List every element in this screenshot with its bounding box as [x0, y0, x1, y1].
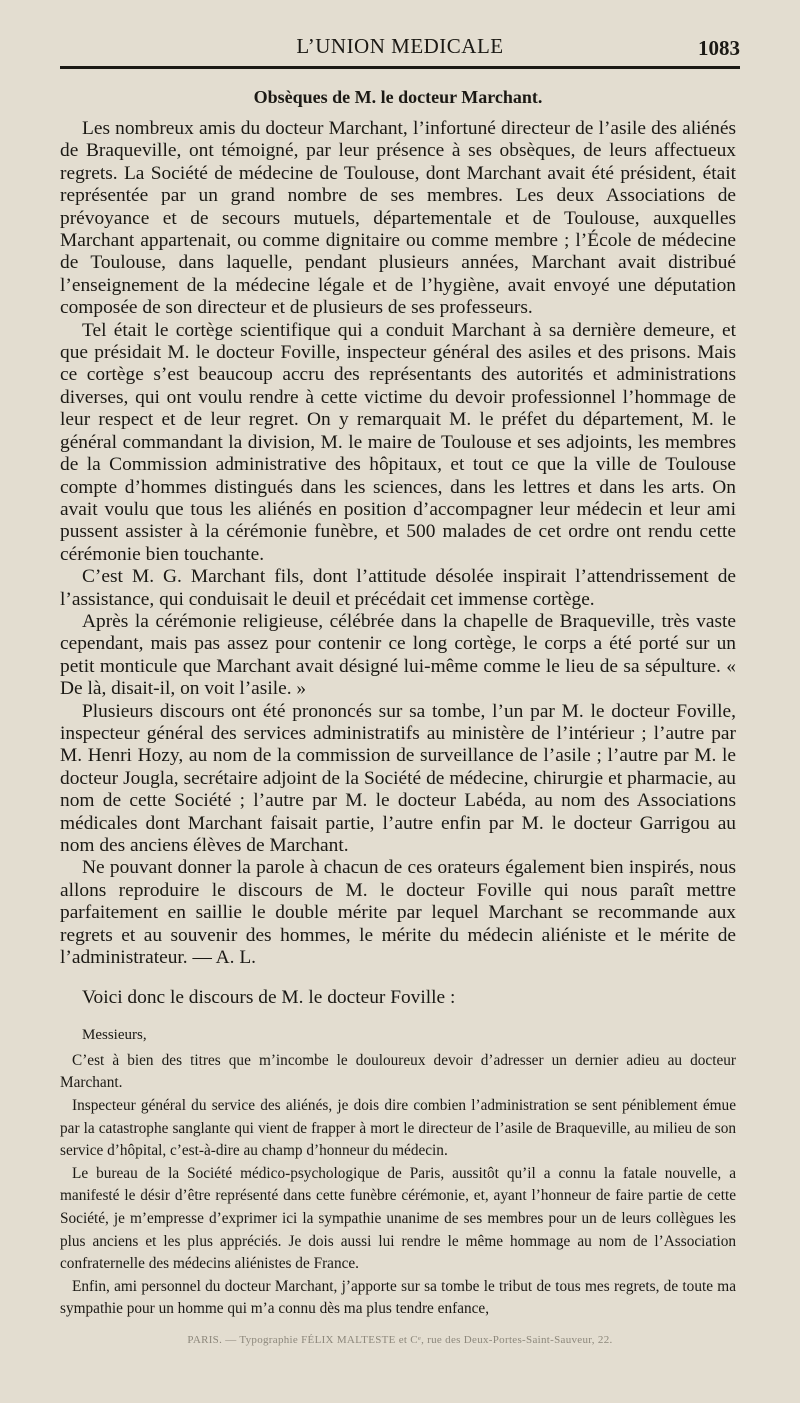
- speech-paragraph: C’est à bien des titres que m’incombe le douloureux devoir d’adresser un dernier adieu au docteur Marchant.: [60, 1051, 736, 1092]
- article-paragraph: Tel était le cortège scientifique qui a conduit Marchant à sa dernière demeure, et que présidait M. le docteur Foville, inspecteur général des asiles et des prisons. Mais ce cortège s’est beaucoup accru des représentants des autorités et administrations diverses, qui ont voulu rendre à cette victime du devoir professionnel l’hommage de leur respect et de leur regret. On y remarquait M. le préfet du département, M. le général commandant la division, M. le maire de Toulouse et ses adjoints, les membres de la Commission administrative des hôpitaux, et tout ce que la ville de Toulouse compte d’hommes distingués dans les sciences, dans les lettres et dans les arts. On avait voulu que tous les aliénés en position d’accompagner leur médecin et leur ami pussent assister à la cérémonie funèbre, et 500 malades de cet ordre ont rendu cette cérémonie bien touchante.: [60, 319, 736, 565]
- article-title: Obsèques de M. le docteur Marchant.: [253, 87, 543, 107]
- speech-paragraph: Enfin, ami personnel du docteur Marchant, j’apporte sur sa tombe le tribut de tous mes regrets, de toute ma sympathie pour un homme qui m’a connu dès ma plus tendre enfance,: [60, 1277, 736, 1318]
- speech-block: [60, 1024, 736, 1321]
- speech-salutation: Messieurs,: [82, 1026, 147, 1043]
- article-paragraph: C’est M. G. Marchant fils, dont l’attitude désolée inspirait l’attendrissement de l’assistance, qui conduisait le deuil et précédait cet immense cortège.: [60, 566, 736, 610]
- article-paragraph: Après la cérémonie religieuse, célébrée dans la chapelle de Braqueville, très vaste cependant, mais pas assez pour contenir ce long cortège, le corps a été porté sur un petit monticule que Marchant avait désigné lui-même comme le lieu de sa sépulture. « De là, disait-il, on voit l’asile. »: [60, 610, 736, 700]
- article-paragraph: Les nombreux amis du docteur Marchant, l’infortuné directeur de l’asile des aliénés de Braqueville, ont témoigné, par leur présence à ses obsèques, de leurs affectueux regrets. La Société de médecine de Toulouse, dont Marchant avait été président, était représentée par un grand nombre de ses membres. Les deux Associations de prévoyance et de secours mutuels, départementale et de Toulouse, auxquelles Marchant appartenait, ou comme dignitaire ou comme membre ; l’École de médecine de Toulouse, dans laquelle, pendant plusieurs années, Marchant avait distribué l’enseignement de la médecine légale et de l’hygiène, avait envoyé une députation composée de son directeur et de plusieurs de ses professeurs.: [60, 118, 736, 319]
- main-text: [60, 84, 736, 1321]
- speech-intro: Voici donc le discours de M. le docteur Foville :: [82, 987, 456, 1009]
- speech-paragraph: Inspecteur général du service des aliénés, je dois dire combien l’administration se sent péniblement émue par la catastrophe sanglante qui vient de frapper à mort le directeur de l’asile de Braqueville, au milieu de son service d’hôpital, c’est-à-dire au champ d’honneur du médecin.: [60, 1097, 736, 1160]
- running-title: L’UNION MEDICALE: [296, 34, 504, 58]
- page-number: 1083: [698, 36, 740, 60]
- article-paragraph: Ne pouvant donner la parole à chacun de ces orateurs également bien inspirés, nous allons reproduire le discours de M. le docteur Foville qui nous paraît mettre parfaitement en saillie le double mérite par lequel Marchant se recommande aux regrets et au souvenir des hommes, le mérite du médecin aliéniste et le mérite de l’administrateur. — A. L.: [60, 857, 736, 969]
- speech-paragraph: Le bureau de la Société médico-psychologique de Paris, aussitôt qu’il a connu la fatale nouvelle, a manifesté le désir d’être représenté dans cette funèbre cérémonie, et, ayant l’honneur de faire partie de cette Société, je m’empresse d’exprimer ici la sympathie unanime de ses membres pour un de leurs collègues les plus anciens et les plus appréciés. Je dois aussi lui rendre le même hommage au nom de l’Association confraternelle des médecins aliénistes de France.: [60, 1164, 736, 1273]
- page-header: [60, 34, 740, 64]
- article-paragraph: Plusieurs discours ont été prononcés sur sa tombe, l’un par M. le docteur Foville, inspecteur général des services administratifs au ministère de l’intérieur ; l’autre par M. Henri Hozy, au nom de la commission de surveillance de l’asile ; l’autre par M. le docteur Jougla, secrétaire adjoint de la Société de médecine, chirurgie et pharmacie, au nom de cette Société ; l’autre par M. le docteur Labéda, au nom des Associations médicales dont Marchant faisait partie, l’autre enfin par M. le docteur Garrigou au nom des anciens élèves de Marchant.: [60, 700, 736, 856]
- header-rule: [60, 66, 740, 69]
- printer-imprint: PARIS. — Typographie FÉLIX MALTESTE et Cᵉ, rue des Deux-Portes-Saint-Sauveur, 22.: [187, 1334, 613, 1346]
